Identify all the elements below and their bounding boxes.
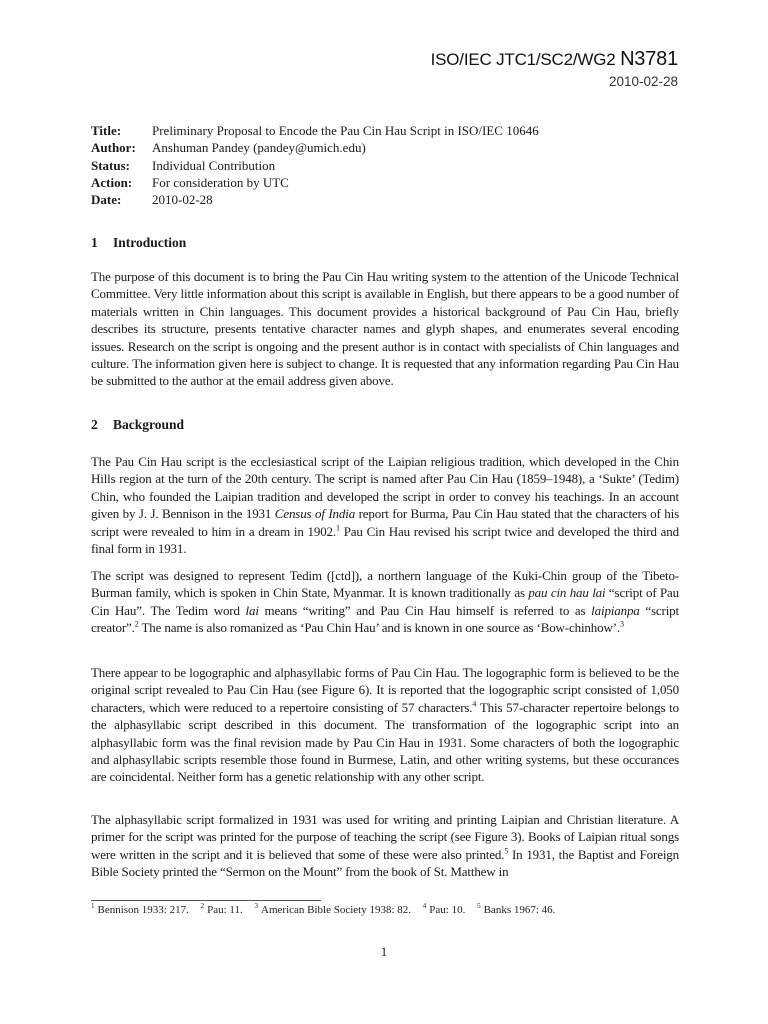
footnotes	[91, 904, 691, 916]
emphasis-pau-cin-hau-lai: pau cin hau lai	[528, 585, 606, 601]
document-number-prefix: ISO/IEC JTC1/SC2/WG2	[430, 50, 621, 69]
emphasis-census-of-india: Census of India	[274, 506, 356, 522]
page-number: 1	[380, 944, 388, 959]
document-number	[431, 48, 678, 71]
metadata-row-action	[91, 174, 539, 191]
footnote-ref: 1	[336, 523, 340, 533]
paragraph-background-2: The script was designed to represent Tedim ([ctd]), a northern language of the Kuki-Chin group of the Tibeto-Burman family, which is spoken in Chin State, Myanmar. It is known traditionally as pau cin hau lai “script of Pau Cin Hau”. The Tedim word lai means “writing” and Pau Cin Hau himself is referred to as laipianpa “script creator”.$^2$ The name is also romanized as ‘Pau Chin Hau’ and is known in one source as ‘Bow-chinhow’.$^3$	[91, 568, 680, 636]
section-number: 1	[91, 235, 98, 250]
metadata-label: Title:	[91, 123, 122, 138]
section-number: 2	[91, 417, 98, 432]
metadata-value: Anshuman Pandey (pandey@umich.edu)	[152, 140, 366, 156]
metadata-row-author	[91, 139, 539, 156]
emphasis-laipianpa: laipianpa	[591, 602, 640, 618]
footnote-ref: 5	[504, 846, 509, 856]
metadata-row-status	[91, 157, 539, 174]
footnote-divider	[91, 900, 321, 901]
document-date: 2010-02-28	[608, 74, 678, 89]
metadata-label: Date:	[91, 192, 122, 208]
section-heading-background	[91, 417, 184, 433]
document-number-code: N3781	[620, 48, 678, 70]
metadata-row-date	[91, 191, 539, 208]
footnote-5: $^5$ Banks 1967: 46.	[477, 902, 556, 916]
footnote-ref: 2	[134, 619, 139, 629]
paragraph-background-3: There appear to be logographic and alphasyllabic forms of Pau Cin Hau. The logographic form is believed to be the original script revealed to Pau Cin Hau (see Figure 6). It is reported that the logographic script consisted of 1,050 characters, which were reduced to a repertoire consisting of 57 characters.$^4$ This 57-character repertoire belongs to the alphasyllabic script described in this document. The transformation of the logographic script into an alphasyllabic form was the final revision made by Pau Cin Hau in 1931. Some characters of both the logographic and alphasyllabic scripts resemble those found in Burmese, Latin, and other writing systems, but these occurances are coincidental. Neither form has a genetic relationship with any other script.	[91, 665, 679, 785]
metadata-value: Preliminary Proposal to Encode the Pau Cin Hau Script in ISO/IEC 10646	[152, 123, 539, 138]
metadata-value: For consideration by UTC	[152, 174, 289, 190]
metadata-row-title	[91, 122, 539, 139]
metadata-value: 2010-02-28	[152, 192, 213, 208]
paragraph-introduction: The purpose of this document is to bring the Pau Cin Hau writing system to the attention of the Unicode Technical Committee. Very little information about this script is available in English, but there appears to be a good number of materials written in Chin languages. This document provides a historical background of Pau Cin Hau, briefly describes its structure, presents tentative character names and glyph shapes, and enumerates several encoding issues. Research on the script is ongoing and the present author is in contact with specialists of Chin languages and culture. The information given here is subject to change. It is requested that any information regarding Pau Cin Hau be submitted to the author at the email address given above.	[91, 269, 679, 389]
paragraph-background-4: The alphasyllabic script formalized in 1931 was used for writing and printing Laipian and Christian literature. A primer for the script was printed for the purpose of teaching the script (see Figure 3). Books of Laipian ritual songs were written in the script and it is believed that some of these were also printed.$^5$ In 1931, the Baptist and Foreign Bible Society printed the “Sermon on the Mount” from the book of St. Matthew in	[91, 812, 679, 880]
metadata-value: Individual Contribution	[152, 157, 276, 173]
paragraph-background-1: The Pau Cin Hau script is the ecclesiastical script of the Laipian religious tradition, which developed in the Chin Hills region at the turn of the 20th century. The script is named after Pau Cin Hau (1859–1948), a ‘Sukte’ (Tedim) Chin, who founded the Laipian tradition and developed the script in order to convey his teachings. In an account given by J. J. Bennison in the 1931 Census of India report for Burma, Pau Cin Hau stated that the characters of his script were revealed to him in a dream in 1902.$^1$ Pau Cin Hau revised his script twice and developed the third and final form in 1931.	[91, 454, 679, 557]
footnote-1: $^1$ Bennison 1933: 217.	[91, 902, 189, 916]
emphasis-lai: lai	[245, 602, 259, 618]
metadata-label: Author:	[91, 140, 136, 156]
section-title: Background	[113, 417, 185, 432]
section-title: Introduction	[113, 235, 187, 250]
footnote-ref: 4	[472, 699, 477, 709]
footnote-4: $^4$ Pau: 10.	[422, 902, 466, 916]
metadata-label: Action:	[91, 174, 133, 190]
section-heading-introduction	[91, 235, 186, 251]
metadata-block	[91, 122, 539, 208]
footnote-ref: 3	[619, 619, 624, 629]
metadata-label: Status:	[91, 157, 131, 173]
footnote-2: $^2$ Pau: 11.	[200, 902, 243, 916]
footnote-3: $^3$ American Bible Society 1938: 82.	[254, 902, 412, 916]
